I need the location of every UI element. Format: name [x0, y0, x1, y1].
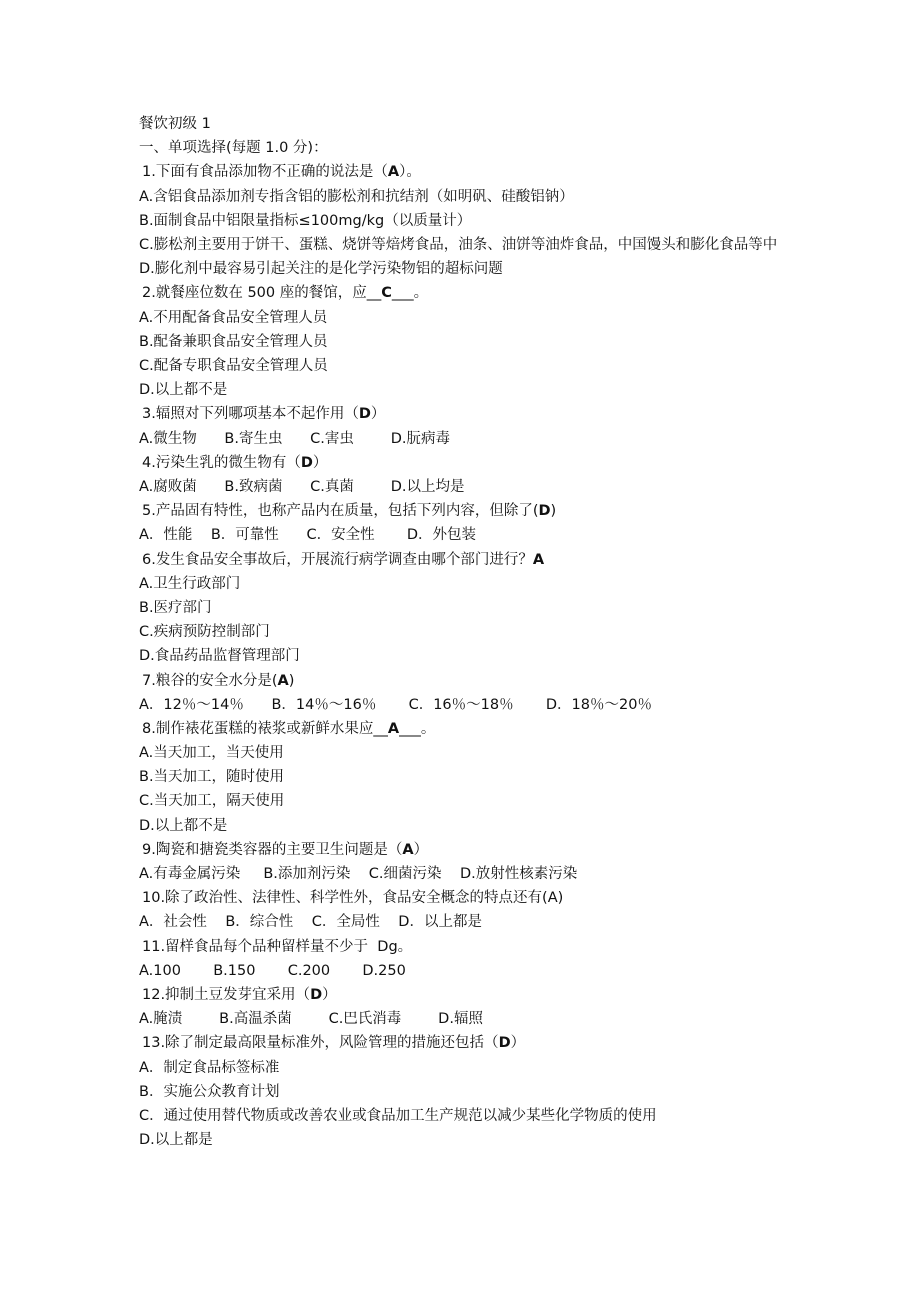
question-stem: [139, 886, 789, 910]
option-item: B.配备兼职食品安全管理人员: [139, 333, 328, 350]
options-row: A.微生物 B.寄生虫 C.害虫 D.朊病毒: [139, 430, 451, 447]
question-text: 12.抑制土豆发芽宜采用（: [142, 987, 311, 1003]
question-text-end: ）: [322, 987, 337, 1003]
question-stem: [139, 402, 789, 426]
option-item: D.膨化剂中最容易引起关注的是化学污染物铝的超标问题: [139, 261, 503, 278]
document-title: 餐饮初级 1: [139, 116, 211, 132]
option-item: C.疾病预防控制部门: [139, 624, 270, 641]
question-stem: [139, 669, 789, 693]
question-text-end: ）: [312, 454, 328, 471]
option-item: D.以上都不是: [139, 382, 228, 399]
option-item: B.当天加工，随时使用: [139, 769, 285, 786]
answer-mark: D: [358, 406, 371, 423]
answer-mark: A: [387, 164, 400, 181]
option-item: B.面制食品中铝限量指标≤100mg/kg（以质量计）: [139, 212, 472, 229]
question-stem: [139, 499, 789, 523]
options-row: A.腌渍 B.高温杀菌 C.巴氏消毒 D.辐照: [139, 1011, 483, 1028]
options-row: A．社会性 B．综合性 C．全局性 D．以上都是: [139, 914, 482, 931]
question-text: 7.粮谷的安全水分是(: [142, 672, 278, 689]
question-text: 1.下面有食品添加物不正确的说法是（: [142, 164, 388, 181]
question-text: 11.留样食品每个品种留样量不少于 Dg。: [142, 938, 413, 955]
question-text: 6.发生食品安全事故后，开展流行病学调查由哪个部门进行？: [142, 551, 533, 568]
question-text: 2.就餐座位数在 500 座的餐馆，应__: [142, 285, 382, 302]
option-item: A.含铝食品添加剂专指含铝的膨松剂和抗结剂（如明矾、硅酸铝钠）: [139, 188, 574, 205]
options-row: A.100 B.150 C.200 D.250: [139, 962, 406, 979]
question-stem: [139, 548, 789, 572]
question-text: 9.陶瓷和搪瓷类容器的主要卫生问题是（: [142, 841, 403, 858]
answer-mark: D: [300, 454, 313, 471]
options-row: A.腐败菌 B.致病菌 C.真菌 D.以上均是: [139, 478, 465, 495]
question-text: 13.除了制定最高限量标准外，风险管理的措施还包括（: [142, 1035, 499, 1052]
answer-mark: D: [310, 987, 323, 1003]
option-item: D.以上都是: [139, 1132, 213, 1149]
question-stem: [139, 935, 789, 959]
question-stem: [139, 838, 789, 862]
question-text-end: ___。: [391, 285, 429, 302]
option-item: A．制定食品标签标准: [139, 1059, 280, 1076]
option-item: C.膨松剂主要用于饼干、蛋糕、烧饼等焙烤食品，油条、油饼等油炸食品，中国馒头和膨化食品等中: [139, 236, 778, 253]
document-body: [139, 112, 789, 1152]
answer-mark: A: [277, 672, 289, 689]
question-text-end: ）: [413, 841, 429, 858]
question-text-end: ）: [510, 1035, 526, 1052]
question-text: 10.除了政治性、法律性、科学性外，食品安全概念的特点还有(A): [142, 890, 564, 907]
answer-mark: A: [532, 551, 545, 568]
question-text-end: ): [288, 672, 295, 689]
question-text: 8.制作裱花蛋糕的裱浆或新鲜水果应__: [142, 720, 388, 737]
option-item: A.不用配备食品安全管理人员: [139, 309, 328, 326]
question-text-end: ___。: [399, 720, 436, 737]
option-item: C.配备专职食品安全管理人员: [139, 357, 328, 374]
question-text: 5.产品固有特性，也称产品内在质量，包括下列内容，但除了(: [142, 503, 539, 520]
question-text-end: ）。: [399, 164, 421, 181]
option-item: D.食品药品监督管理部门: [139, 648, 300, 665]
answer-mark: D: [498, 1035, 511, 1052]
option-item: B.医疗部门: [139, 599, 212, 616]
answer-mark: D: [538, 503, 551, 520]
option-item: D.以上都不是: [139, 817, 228, 834]
section-heading: 一、单项选择(每题 1.0 分)：: [139, 140, 328, 157]
option-item: C．通过使用替代物质或改善农业或食品加工生产规范以减少某些化学物质的使用: [139, 1107, 657, 1124]
question-text: 4.污染生乳的微生物有（: [142, 454, 301, 471]
answer-mark: A: [402, 841, 414, 858]
question-text: 3.辐照对下列哪项基本不起作用（: [142, 406, 359, 423]
option-item: B．实施公众教育计划: [139, 1083, 280, 1100]
option-item: A.卫生行政部门: [139, 575, 241, 592]
option-item: A.当天加工，当天使用: [139, 745, 284, 762]
question-stem: [139, 451, 789, 475]
options-row: A．12％～14％ B．14％～16％ C．16％～18％ D．18％～20％: [139, 696, 652, 713]
options-row: A．性能 B．可靠性 C．安全性 D．外包装: [139, 527, 477, 544]
question-stem: [139, 1031, 789, 1055]
answer-mark: A: [387, 720, 400, 737]
question-text-end: ): [550, 503, 557, 520]
option-item: C.当天加工，隔天使用: [139, 793, 285, 810]
question-text-end: ）: [370, 406, 386, 423]
question-stem: [139, 983, 789, 1007]
options-row: A.有毒金属污染 B.添加剂污染 C.细菌污染 D.放射性核素污染: [139, 866, 578, 883]
question-stem: [139, 160, 789, 184]
answer-mark: C: [381, 285, 392, 302]
question-stem: [139, 717, 789, 741]
question-stem: [139, 281, 789, 305]
question-list: [139, 160, 789, 1152]
